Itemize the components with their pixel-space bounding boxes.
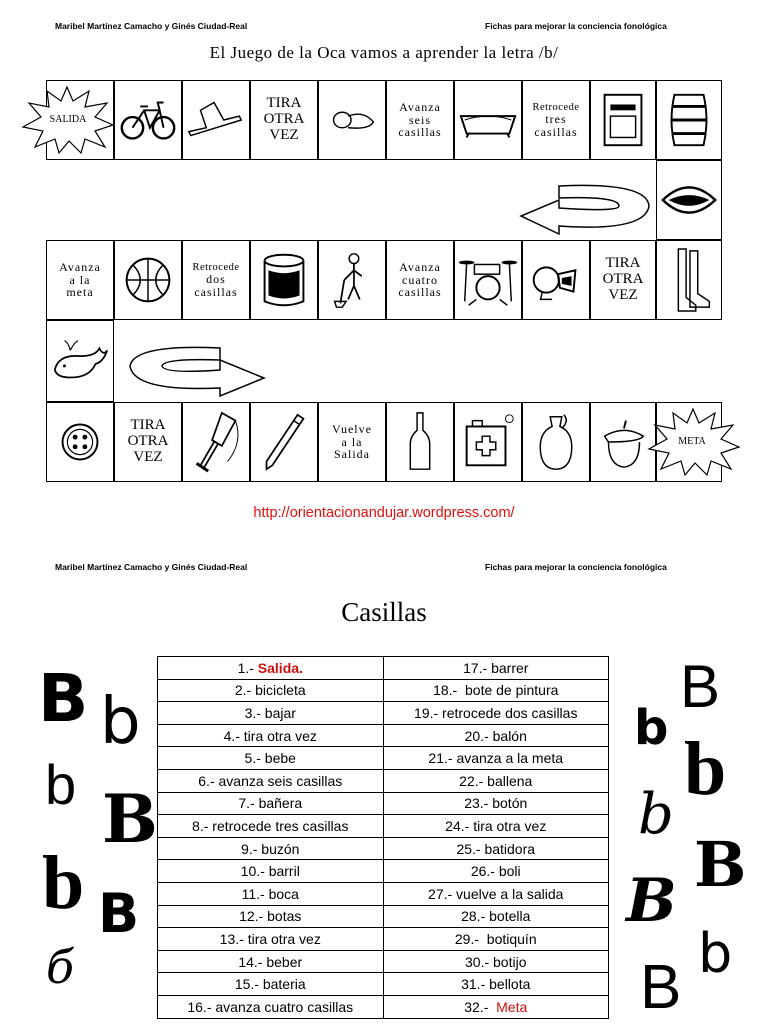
first-aid-kit-icon — [455, 403, 521, 481]
cell-ballena — [46, 320, 114, 402]
cell-number: 15.- — [234, 976, 263, 993]
table-cell — [158, 973, 384, 996]
table-row — [158, 973, 609, 996]
letter-decoration: b — [634, 700, 669, 756]
cell-avanza-6-line1: Avanza — [399, 100, 441, 115]
cell-text: Meta — [496, 998, 528, 1015]
cell-number: 31.- — [461, 976, 490, 993]
cell-number: 26.- — [470, 863, 499, 880]
table-cell — [158, 905, 384, 928]
cell-text: botiquín — [486, 930, 537, 947]
cell-text: tira otra vez — [243, 727, 317, 744]
author-header-2: Maribel Martínez Camacho y Ginés Ciudad-Real — [55, 562, 248, 572]
cell-avanza-6-line3: casillas — [398, 125, 442, 140]
cell-text: beber — [266, 953, 303, 970]
hat-icon — [183, 81, 249, 159]
cell-number: 14.- — [238, 953, 267, 970]
table-row — [158, 860, 609, 883]
board-title: El Juego de la Oca vamos a aprender la letra /b/ — [209, 43, 559, 62]
cell-salida — [46, 80, 114, 160]
cell-text: Salida. — [257, 659, 303, 676]
cell-banera — [454, 80, 522, 160]
letter-decoration: b — [698, 922, 733, 985]
cell-number: 24.- — [445, 817, 474, 834]
letter-decoration: b — [100, 685, 141, 759]
cell-text: botas — [267, 908, 302, 925]
cell-text: barril — [268, 863, 300, 880]
cell-tira-1-line2: OTRA — [263, 111, 305, 128]
letter-decoration: B — [626, 866, 677, 936]
table-row — [158, 995, 609, 1018]
barrel-icon — [657, 81, 721, 159]
arrow-left-icon — [515, 178, 655, 238]
bicycle-icon — [115, 81, 181, 159]
cell-number: 9.- — [241, 840, 262, 857]
table-cell — [383, 905, 609, 928]
cell-retrocede-2-line1: Retrocede — [192, 261, 240, 273]
cell-batidora — [182, 402, 250, 482]
cell-number: 7.- — [238, 795, 259, 812]
cell-retrocede-3 — [522, 80, 590, 160]
cell-text: boli — [498, 863, 521, 880]
table-cell — [383, 657, 609, 680]
cell-number: 10.- — [240, 863, 269, 880]
cell-number: 19.- — [414, 704, 443, 721]
table-cell — [383, 747, 609, 770]
cell-text: balón — [492, 727, 527, 744]
cell-beber — [522, 240, 590, 320]
table-cell — [383, 679, 609, 702]
cell-text: avanza seis casillas — [218, 772, 343, 789]
cell-number: 25.- — [456, 840, 485, 857]
cell-number: 16.- — [187, 998, 216, 1015]
table-row — [158, 747, 609, 770]
cell-bateria — [454, 240, 522, 320]
table-cell — [383, 815, 609, 838]
cell-avanza-meta-line1: Avanza — [59, 260, 101, 275]
cell-avanza-meta-line2: a la — [69, 272, 91, 287]
cell-retrocede-3-line1: Retrocede — [532, 101, 580, 113]
table-cell — [158, 837, 384, 860]
cell-botella — [386, 402, 454, 482]
cell-text: bote de pintura — [465, 682, 559, 699]
cell-number: 20.- — [464, 727, 493, 744]
table-row — [158, 815, 609, 838]
cell-number: 13.- — [219, 930, 248, 947]
cell-text: bañera — [258, 795, 303, 812]
letter-decoration: b — [684, 727, 727, 811]
cell-bicicleta — [114, 80, 182, 160]
cell-botas — [656, 240, 722, 320]
table-cell — [158, 657, 384, 680]
cell-avanza-6-line2: seis — [408, 112, 431, 127]
cell-tira-3 — [114, 402, 182, 482]
cell-number: 17.- — [463, 659, 492, 676]
table-row — [158, 882, 609, 905]
table-row — [158, 950, 609, 973]
table-cell — [158, 792, 384, 815]
cell-buzon — [590, 80, 656, 160]
cell-number: 32.- — [464, 998, 497, 1015]
letter-decoration: B — [98, 882, 140, 945]
cell-text: bellota — [489, 976, 531, 993]
cell-tira-2-line3: VEZ — [608, 286, 638, 303]
cell-tira-3-line2: OTRA — [127, 433, 169, 450]
table-cell — [383, 724, 609, 747]
author-header: Maribel Martínez Camacho y Ginés Ciudad-Real — [55, 21, 248, 31]
table-cell — [158, 815, 384, 838]
letter-decoration: b — [42, 841, 85, 925]
cell-boca — [656, 160, 722, 240]
cell-vuelve-line3: Salida — [334, 447, 370, 462]
letter-decoration: B — [640, 953, 682, 1022]
cell-bajar — [182, 80, 250, 160]
table-row — [158, 657, 609, 680]
cell-text: ballena — [487, 772, 533, 789]
cell-number: 5.- — [244, 750, 265, 767]
cell-text: tira otra vez — [247, 930, 321, 947]
cell-text: avanza a la meta — [456, 750, 564, 767]
table-cell — [383, 882, 609, 905]
table-row — [158, 769, 609, 792]
cell-retrocede-3-line3: casillas — [534, 124, 578, 139]
letter-decoration: B — [680, 653, 721, 720]
table-cell — [383, 837, 609, 860]
cell-bebe — [318, 80, 386, 160]
cell-number: 21.- — [428, 750, 457, 767]
button-icon — [47, 403, 113, 481]
letter-decoration: b — [45, 753, 77, 816]
cell-balon — [114, 240, 182, 320]
cell-avanza-4-line3: casillas — [398, 285, 442, 300]
cell-vuelve — [318, 402, 386, 482]
table-cell — [383, 928, 609, 951]
cell-meta — [656, 402, 722, 482]
cell-number: 29.- — [454, 930, 487, 947]
cell-text: botella — [489, 908, 531, 925]
mailbox-icon — [591, 81, 655, 159]
cell-retrocede-2 — [182, 240, 250, 320]
boots-icon — [657, 241, 721, 319]
table-cell — [383, 792, 609, 815]
cell-number: 22.- — [459, 772, 488, 789]
casillas-title: Casillas — [341, 597, 427, 627]
drinking-icon — [523, 241, 589, 319]
table-cell — [158, 747, 384, 770]
cell-avanza-meta — [46, 240, 114, 320]
table-cell — [383, 995, 609, 1018]
subject-header-2: Fichas para mejorar la conciencia fonológica — [485, 562, 667, 572]
cell-number: 3.- — [244, 704, 265, 721]
cell-text: retrocede dos casillas — [442, 704, 578, 721]
cell-number: 18.- — [433, 682, 465, 699]
cell-tira-1-line3: VEZ — [269, 126, 299, 143]
cell-text: avanza cuatro casillas — [215, 998, 354, 1015]
whale-icon — [47, 321, 113, 401]
table-cell — [158, 769, 384, 792]
cell-number: 30.- — [465, 953, 494, 970]
table-cell — [158, 860, 384, 883]
bottle-icon — [387, 403, 453, 481]
letter-decoration: B — [38, 660, 89, 737]
cell-avanza-4-line2: cuatro — [402, 272, 438, 287]
cell-botijo — [522, 402, 590, 482]
cell-retrocede-2-line2: dos — [206, 271, 226, 286]
subject-header: Fichas para mejorar la conciencia fonológica — [485, 21, 667, 31]
table-cell — [383, 973, 609, 996]
table-cell — [383, 769, 609, 792]
table-row — [158, 702, 609, 725]
cell-text: buzón — [261, 840, 300, 857]
cell-barril — [656, 80, 722, 160]
cell-avanza-6 — [386, 80, 454, 160]
cell-text: boca — [268, 885, 299, 902]
cell-tira-1-line1: TIRA — [266, 95, 302, 112]
bathtub-icon — [455, 81, 521, 159]
cell-text: batidora — [484, 840, 536, 857]
table-row — [158, 792, 609, 815]
cell-number: 1.- — [237, 659, 258, 676]
table-row — [158, 679, 609, 702]
cell-avanza-4 — [386, 240, 454, 320]
letter-decoration: б — [46, 940, 75, 994]
table-cell — [158, 995, 384, 1018]
table-cell — [158, 679, 384, 702]
letter-decoration: b — [638, 782, 674, 847]
cell-number: 4.- — [223, 727, 244, 744]
cell-text: vuelve a la salida — [456, 885, 564, 902]
cell-boli — [250, 402, 318, 482]
cell-text: bicicleta — [255, 682, 306, 699]
table-cell — [383, 950, 609, 973]
cell-barrer — [318, 240, 386, 320]
cell-boton — [46, 402, 114, 482]
source-link[interactable]: http://orientacionandujar.wordpress.com/ — [253, 505, 515, 521]
table-cell — [383, 860, 609, 883]
mouth-icon — [657, 161, 721, 239]
table-row — [158, 724, 609, 747]
cell-tira-2-line1: TIRA — [605, 255, 641, 272]
sweeping-person-icon — [319, 241, 385, 319]
table-cell — [383, 702, 609, 725]
cell-number: 27.- — [428, 885, 457, 902]
casillas-table — [157, 656, 609, 1019]
pen-icon — [251, 403, 317, 481]
table-cell — [158, 882, 384, 905]
table-cell — [158, 928, 384, 951]
cell-number: 6.- — [198, 772, 219, 789]
cell-tira-1 — [250, 80, 318, 160]
cell-number: 8.- — [192, 817, 213, 834]
cell-text: tira otra vez — [473, 817, 547, 834]
table-cell — [158, 950, 384, 973]
ball-icon — [115, 241, 181, 319]
cell-text: retrocede tres casillas — [212, 817, 349, 834]
cell-number: 28.- — [461, 908, 490, 925]
table-cell — [158, 702, 384, 725]
cell-text: bajar — [264, 704, 296, 721]
cell-text: bebe — [264, 750, 296, 767]
jug-icon — [523, 403, 589, 481]
cell-tira-2-line2: OTRA — [602, 271, 644, 288]
cell-tira-3-line1: TIRA — [130, 417, 166, 434]
cell-retrocede-3-line2: tres — [545, 111, 567, 126]
cell-botiquin — [454, 402, 522, 482]
baby-icon — [319, 81, 385, 159]
cell-retrocede-2-line3: casillas — [194, 284, 238, 299]
cell-number: 11.- — [241, 885, 269, 902]
letter-decoration: B — [102, 780, 158, 858]
table-row — [158, 837, 609, 860]
letter-decoration: B — [694, 828, 747, 901]
cell-text: botón — [492, 795, 528, 812]
cell-vuelve-line1: Vuelve — [332, 422, 372, 437]
cell-number: 12.- — [239, 908, 268, 925]
cell-text: barrer — [491, 659, 529, 676]
cell-number: 2.- — [234, 682, 256, 699]
drum-kit-icon — [455, 241, 521, 319]
cell-text: bateria — [262, 976, 306, 993]
table-row — [158, 905, 609, 928]
cell-text: botijo — [493, 953, 527, 970]
cell-tira-2 — [590, 240, 656, 320]
cell-bote-pintura — [250, 240, 318, 320]
cell-vuelve-line2: a la — [341, 434, 363, 449]
paint-can-icon — [251, 241, 317, 319]
cell-avanza-meta-line3: meta — [66, 285, 94, 300]
cell-number: 23.- — [464, 795, 493, 812]
end-label: META — [678, 435, 706, 447]
arrow-right-icon — [120, 340, 270, 400]
table-row — [158, 928, 609, 951]
cell-tira-3-line3: VEZ — [133, 448, 163, 465]
blender-icon — [183, 403, 249, 481]
start-label: SALIDA — [49, 113, 87, 125]
table-cell — [158, 724, 384, 747]
cell-avanza-4-line1: Avanza — [399, 260, 441, 275]
